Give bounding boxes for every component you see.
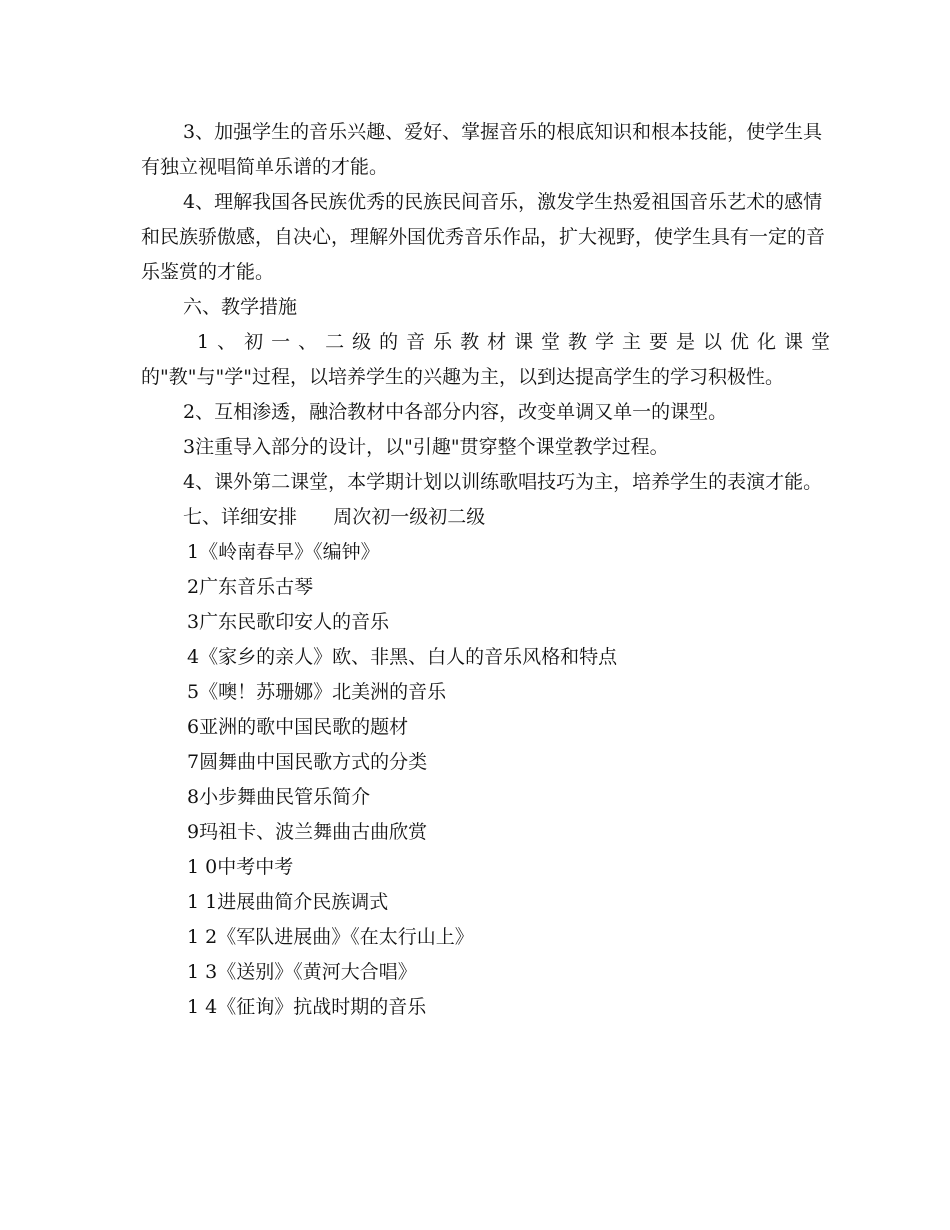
schedule-list [141,535,830,1025]
paragraph-measure-1-line1: 1、初一、二级的音乐教材课堂教学主要是以优化课堂 [183,331,831,353]
section-heading-schedule: 七、详细安排 周次初一级初二级 [183,506,486,528]
schedule-item: 6亚洲的歌中国民歌的题材 [187,716,409,738]
schedule-item: 1 2《军队进展曲》《在太行山上》 [187,926,474,948]
schedule-item: 9玛祖卡、波兰舞曲古曲欣赏 [187,821,428,843]
paragraph-goal-3: 3、加强学生的音乐兴趣、爱好、掌握音乐的根底知识和根本技能，使学生具有独立视唱简单乐谱的才能。 [141,121,823,178]
schedule-item: 4《家乡的亲人》欧、非黑、白人的音乐风格和特点 [187,646,618,668]
schedule-item: 1 0中考中考 [187,856,294,878]
schedule-item: 8小步舞曲民管乐简介 [187,786,371,808]
schedule-item: 5《噢！苏珊娜》北美洲的音乐 [187,681,447,703]
schedule-item: 1《岭南春早》《编钟》 [187,541,380,563]
paragraph-measure-4: 4、课外第二课堂，本学期计划以训练歌唱技巧为主，培养学生的表演才能。 [183,471,823,493]
paragraph-measure-1-cont: 的"教"与"学"过程，以培养学生的兴趣为主，以到达提高学生的学习积极性。 [141,366,784,388]
schedule-item: 2广东音乐古琴 [187,576,314,598]
schedule-item: 7圆舞曲中国民歌方式的分类 [187,751,428,773]
schedule-item: 1 3《送别》《黄河大合唱》 [187,961,417,983]
schedule-item: 3广东民歌印安人的音乐 [187,611,390,633]
schedule-item: 1 1进展曲简介民族调式 [187,891,389,913]
paragraph-measure-2: 2、互相渗透，融洽教材中各部分内容，改变单调又单一的课型。 [183,401,728,423]
paragraph-measure-3: 3注重导入部分的设计，以"引趣"贯穿整个课堂教学过程。 [183,436,669,458]
paragraph-goal-4: 4、理解我国各民族优秀的民族民间音乐，激发学生热爱祖国音乐艺术的感情和民族骄傲感，自决心，理解外国优秀音乐作品，扩大视野，使学生具有一定的音乐鉴赏的才能。 [141,191,826,283]
section-heading-measures: 六、教学措施 [183,296,298,318]
schedule-item: 1 4《征询》抗战时期的音乐 [187,996,427,1018]
